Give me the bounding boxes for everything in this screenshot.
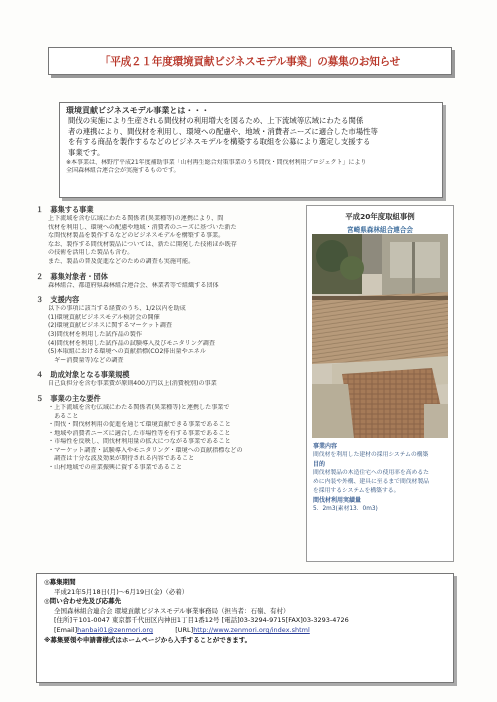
period-value: 平成21年5月18日(月)～6月19日(金)（必着） [54, 587, 189, 596]
section-line: あること [48, 412, 79, 420]
case-purpose-line: を採用するシステムを構築する。 [313, 488, 400, 494]
section-body [36, 282, 310, 291]
section-line: 森林組合、都道府県森林組合連合会、林業者等で組織する団体 [48, 281, 219, 289]
case-purpose-label: 目的 [313, 461, 326, 468]
section-heading: ２ 募集対象者・団体 [36, 271, 108, 281]
section-heading: １ 募集する事業 [36, 205, 94, 214]
section-line: ・市場性を反映し、間伐材利用量の拡大につながる事業であること [48, 438, 231, 446]
intro-note [66, 159, 436, 175]
title-box [48, 47, 452, 75]
section-line: (2)環境貢献ビジネスに関するマーケット調査 [48, 322, 172, 330]
section-line: ギー消費量等)などの調査 [48, 356, 124, 364]
email-label: [Email] [54, 625, 78, 634]
email-link[interactable]: hanbai01@zenmori.org [77, 625, 154, 634]
section-line: (3)間伐材を利用した試作品の製作 [48, 330, 142, 338]
intro-note-line: ※本事業は、林野庁平成21年度補助事業「山村再生総合対策事業のうち間伐・間伐材利用プロジェクト」により [66, 159, 367, 167]
section-line: ・間伐・間伐材利用の促進を通じて環境貢献できる事業であること [48, 421, 231, 429]
section-body [36, 404, 310, 473]
section-line: (1)環境貢献ビジネスモデル検討会の開催 [48, 313, 160, 321]
section-scale [36, 370, 310, 389]
section-line: の技術を活用した製品も含む。 [48, 249, 134, 257]
section-line: な間伐材製品を製作するなどのビジネスモデルを構築する事業。 [48, 232, 225, 240]
section-eligible [36, 272, 310, 291]
section-line: なお、製作する間伐材製品については、新たに開発した技術ほか既存 [48, 240, 237, 248]
section-recruit [36, 205, 310, 267]
url-label: [URL] [175, 625, 194, 634]
case-content-label: 事業内容 [313, 443, 338, 450]
section-line: 伐材を利用し、環境への配慮や地域・消費者のニーズに基づいた新た [48, 223, 237, 231]
sections-column [36, 205, 310, 478]
section-body [36, 305, 310, 365]
deck-photo-image [312, 234, 448, 438]
intro-line: を有する商品を製作するなどのビジネスモデルを構築する取組を公募により選定し支援する [68, 137, 371, 147]
section-requirements [36, 394, 310, 473]
case-photo [312, 234, 448, 438]
case-org: 宮崎県森林組合連合会 [347, 226, 413, 234]
section-heading: ３ 支援内容 [36, 295, 80, 305]
page-title: 「平成２１年度環境貢献ビジネスモデル事業」の募集のお知らせ [99, 55, 401, 68]
info-box [36, 573, 454, 683]
section-line: ・山村地域での産業振興に資する事業であること [48, 464, 183, 472]
section-line: 調査は十分な波及効果が期待される内容であること [48, 455, 195, 463]
case-title: 平成20年度取組事例 [345, 212, 415, 221]
section-line: 上下流域を含む広域にわたる関係者(異業種等)の連携により、間 [48, 215, 224, 222]
contact-label: ◎問い合わせ先及び応募先 [44, 597, 122, 606]
intro-body [66, 116, 436, 158]
section-line: (4)間伐材を利用した試作品の試験導入及びモニタリング調査 [48, 339, 215, 347]
section-heading: ４ 助成対象となる事業規模 [36, 370, 130, 380]
section-body [36, 215, 310, 267]
url-link[interactable]: http://www.zenmori.org/index.shtml [193, 625, 310, 634]
case-purpose-line: 間伐材製品の木造住宅への使用率を高めるた [313, 470, 429, 476]
intro-line: 間伐の実施により生産される間伐材の利用増大を図るため、上下流域等広域にわたる関係 [68, 116, 364, 125]
case-study-panel [306, 205, 454, 562]
case-purpose-line: めに内装や外構、建具に至るまで間伐材製品 [313, 479, 429, 485]
period-label: ◎募集期間 [44, 578, 76, 586]
section-line: 以下の事項に該当する経費のうち、1/2以内を助成 [48, 305, 186, 313]
download-note: ※募集要領や申請書様式はホームページから入手することができます。 [44, 635, 252, 644]
section-line: 自己負担分を含む事業費が原則400万円以上(消費税別)の事業 [48, 380, 217, 388]
case-content: 間伐材を利用した建材の採用システムの構築 [313, 452, 429, 458]
contact-address: [住所]〒101-0047 東京都千代田区内神田1丁目1番12号 [電話]03-3294-9715[FAX]03-3293-4726 [54, 616, 349, 625]
contact-online [44, 626, 446, 636]
section-line: ・地域や消費者ニーズに適合した市場性等を有する事業であること [48, 429, 231, 437]
section-heading: ５ 事業の主な要件 [36, 393, 101, 403]
section-line: ・上下流域を含む広域にわたる関係者(異業種等)と連携した事業で [48, 403, 230, 411]
section-support [36, 295, 310, 365]
intro-line: 者の連携により、間伐材を利用し、環境への配慮や、地域・消費者ニーズに適合した市場性等 [68, 126, 378, 136]
intro-note-line: 全国森林組合連合会が実施するものです。 [66, 167, 180, 175]
section-line: また、製品の普及促進などのための調査も実施可能。 [48, 257, 195, 265]
contact-org: 全国森林組合連合会 環境貢献ビジネスモデル事業事務局（担当者：石嶺、有村） [54, 606, 290, 615]
section-line: ・マーケット調査・試験導入やモニタリング・環境への貢献指標などの [48, 446, 243, 454]
intro-line: 事業です。 [68, 147, 105, 157]
case-usage: 5．2m3(素材13．0m3) [313, 506, 378, 512]
intro-heading: 環境貢献ビジネスモデル事業とは・・・ [66, 106, 210, 115]
case-usage-label: 間伐材利用実績量 [313, 497, 362, 504]
case-details [313, 442, 447, 514]
section-body [36, 380, 310, 389]
intro-box [59, 102, 443, 198]
section-line: (5)本取組における環境への貢献指標(CO2排出量やエネル [48, 348, 206, 356]
